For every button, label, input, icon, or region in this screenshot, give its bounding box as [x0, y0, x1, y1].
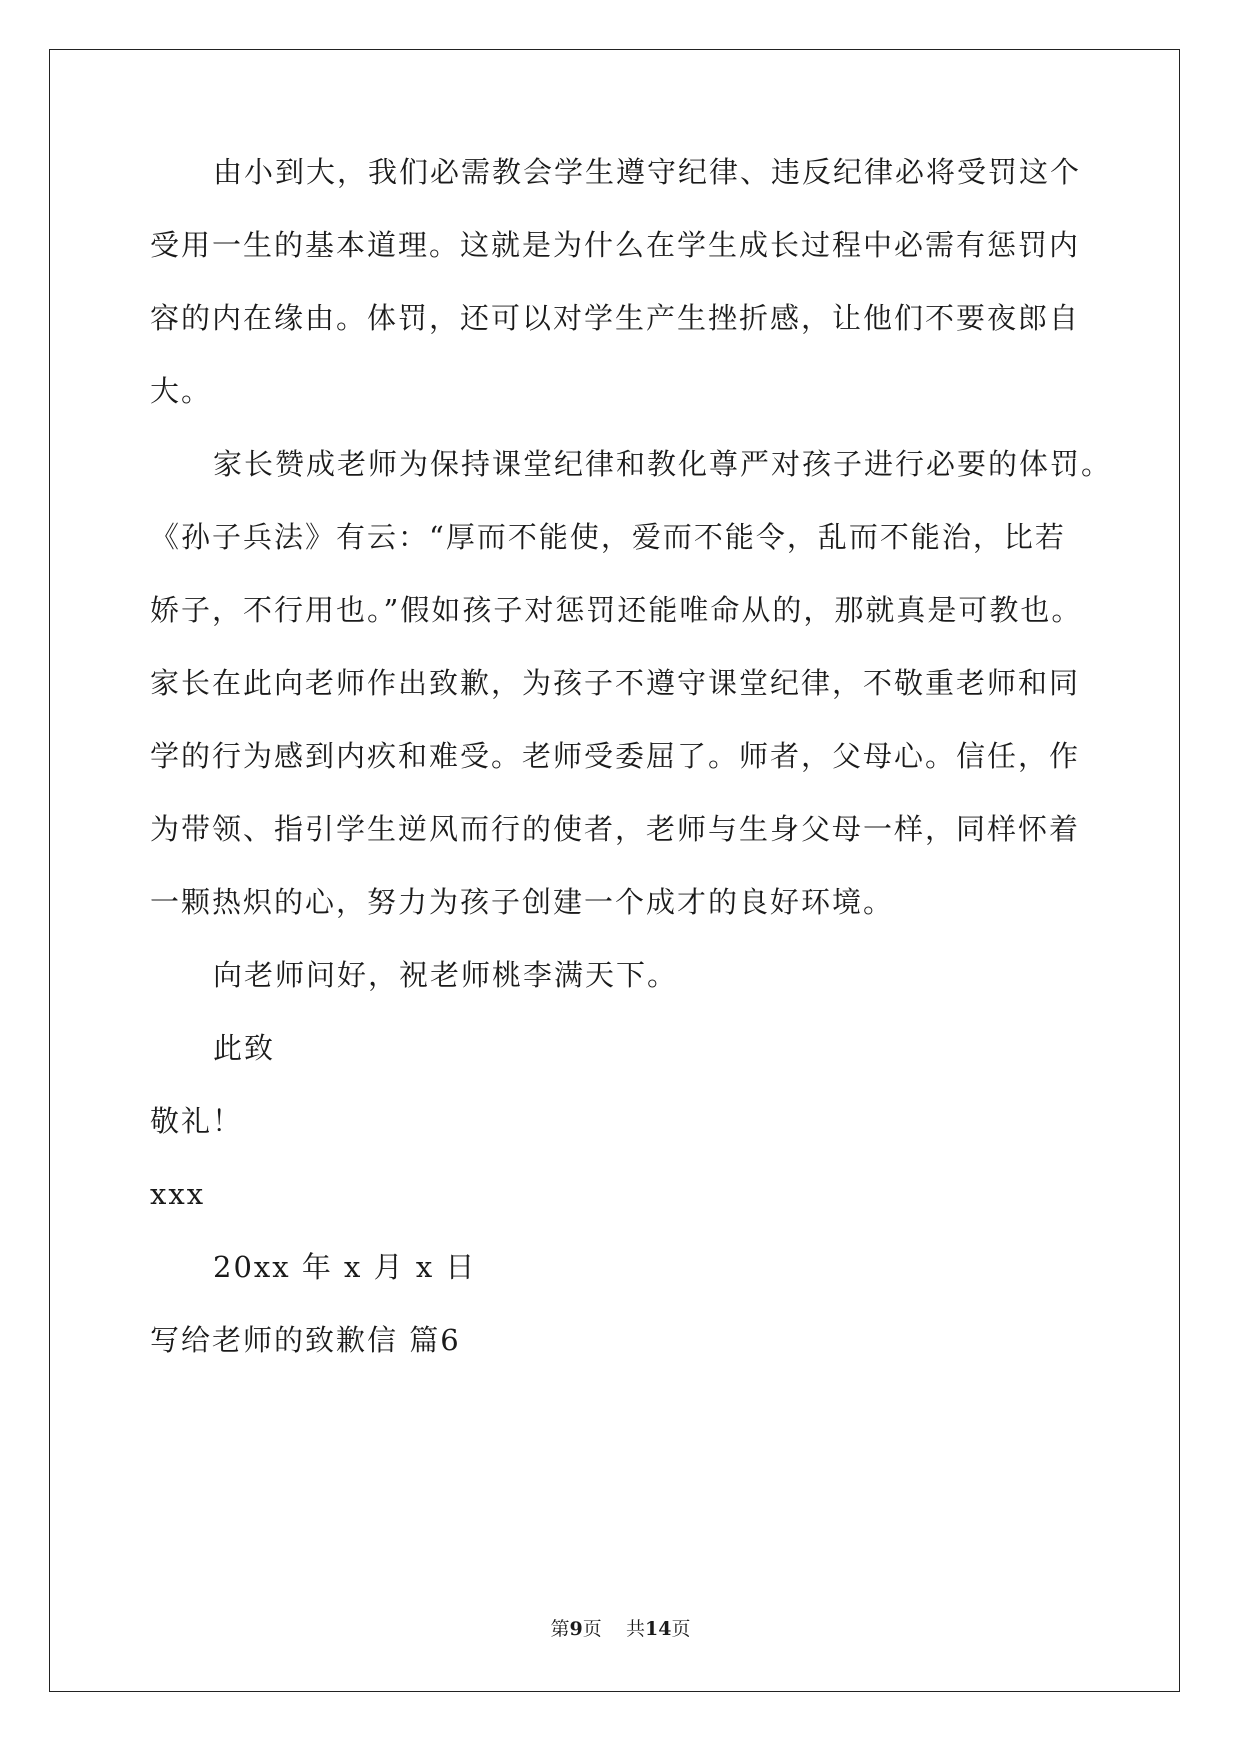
salute-line: 敬礼！ — [150, 1104, 244, 1138]
footer-total-prefix: 共 — [625, 1618, 645, 1640]
footer-total-suffix: 页 — [671, 1618, 691, 1640]
paragraph-2-line-2: 《孙子兵法》有云：“厚而不能使，爱而不能令，乱而不能治，比若 — [150, 520, 1066, 554]
footer-prefix: 第 — [550, 1618, 570, 1640]
paragraph-2-line-3: 娇子，不行用也。”假如孩子对惩罚还能唯命从的，那就真是可教也。 — [150, 593, 1083, 627]
paragraph-2-line-6: 为带领、指引学生逆风而行的使者，老师与生身父母一样，同样怀着 — [150, 812, 1081, 846]
next-section-title: 写给老师的致歉信 篇6 — [150, 1323, 461, 1357]
page-border — [49, 49, 1180, 1692]
footer-total-pages: 14 — [644, 1618, 672, 1640]
paragraph-2-line-1: 家长赞成老师为保持课堂纪律和教化尊严对孩子进行必要的体罚。 — [213, 447, 1113, 481]
greeting-line: 向老师问好，祝老师桃李满天下。 — [213, 958, 679, 992]
paragraph-2-line-7: 一颗热炽的心，努力为孩子创建一个成才的良好环境。 — [150, 885, 895, 919]
footer-page-number: 9 — [569, 1618, 583, 1640]
paragraph-2-line-4: 家长在此向老师作出致歉，为孩子不遵守课堂纪律，不敬重老师和同 — [150, 666, 1081, 700]
page-footer — [0, 1617, 1241, 1641]
signature: xxx — [150, 1177, 206, 1211]
paragraph-2-line-5: 学的行为感到内疚和难受。老师受委屈了。师者，父母心。信任，作 — [150, 739, 1081, 773]
paragraph-1-line-2: 受用一生的基本道理。这就是为什么在学生成长过程中必需有惩罚内 — [150, 228, 1081, 262]
closing-line: 此致 — [213, 1031, 276, 1065]
paragraph-1-line-3: 容的内在缘由。体罚，还可以对学生产生挫折感，让他们不要夜郎自 — [150, 301, 1081, 335]
footer-page-suffix: 页 — [582, 1618, 602, 1640]
paragraph-1-line-1: 由小到大，我们必需教会学生遵守纪律、违反纪律必将受罚这个 — [213, 155, 1082, 189]
paragraph-1-line-4: 大。 — [150, 374, 213, 408]
date-line: 20xx 年 x 月 x 日 — [213, 1250, 477, 1284]
